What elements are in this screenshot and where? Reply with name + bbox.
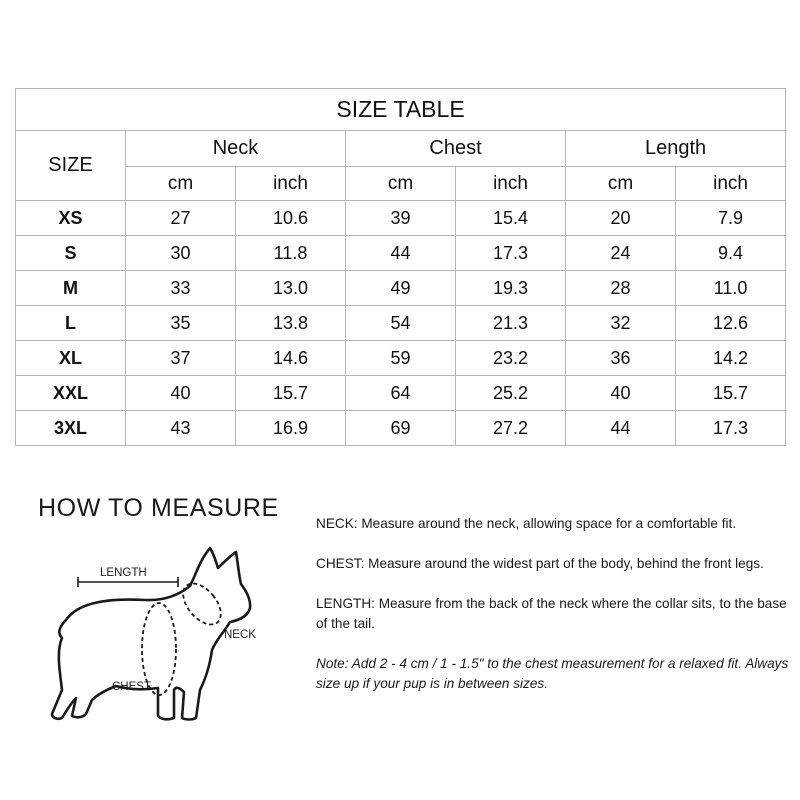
value-cell: 16.9 [236, 411, 346, 446]
value-cell: 10.6 [236, 201, 346, 236]
value-cell: 17.3 [676, 411, 786, 446]
value-cell: 44 [566, 411, 676, 446]
length-label: LENGTH [100, 567, 147, 579]
value-cell: 15.4 [456, 201, 566, 236]
length-instruction: LENGTH: Measure from the back of the neck where the collar sits, to the base of the tail. [316, 596, 787, 631]
size-cell: L [16, 306, 126, 341]
unit-header: inch [456, 167, 566, 201]
value-cell: 19.3 [456, 271, 566, 306]
value-cell: 30 [126, 236, 236, 271]
value-cell: 35 [126, 306, 236, 341]
value-cell: 39 [346, 201, 456, 236]
unit-header: cm [566, 167, 676, 201]
value-cell: 33 [126, 271, 236, 306]
value-cell: 15.7 [236, 376, 346, 411]
value-cell: 13.8 [236, 306, 346, 341]
value-cell: 54 [346, 306, 456, 341]
value-cell: 14.2 [676, 341, 786, 376]
measure-instructions [316, 514, 791, 714]
value-cell: 13.0 [236, 271, 346, 306]
table-body [16, 201, 786, 446]
group-header-length: Length [566, 131, 786, 167]
dog-outline [52, 548, 250, 720]
value-cell: 11.0 [676, 271, 786, 306]
table-row [16, 306, 786, 341]
value-cell: 25.2 [456, 376, 566, 411]
table-title: SIZE TABLE [16, 89, 786, 131]
value-cell: 59 [346, 341, 456, 376]
value-cell: 36 [566, 341, 676, 376]
group-header-neck: Neck [126, 131, 346, 167]
value-cell: 27.2 [456, 411, 566, 446]
value-cell: 49 [346, 271, 456, 306]
value-cell: 9.4 [676, 236, 786, 271]
table-row [16, 411, 786, 446]
value-cell: 24 [566, 236, 676, 271]
dog-measure-diagram [40, 540, 280, 730]
size-table [15, 88, 786, 446]
value-cell: 7.9 [676, 201, 786, 236]
how-to-measure-title: HOW TO MEASURE [38, 494, 279, 522]
chest-label: CHEST [112, 681, 151, 693]
size-cell: XL [16, 341, 126, 376]
value-cell: 69 [346, 411, 456, 446]
table-row [16, 271, 786, 306]
size-column-header: SIZE [16, 131, 126, 201]
table-row [16, 341, 786, 376]
unit-header: cm [126, 167, 236, 201]
neck-measure-line [176, 577, 228, 632]
value-cell: 11.8 [236, 236, 346, 271]
value-cell: 44 [346, 236, 456, 271]
neck-label: NECK [224, 629, 256, 641]
table-row [16, 236, 786, 271]
fit-note: Note: Add 2 - 4 cm / 1 - 1.5" to the chest measurement for a relaxed fit. Always size up if your pup is in between sizes. [316, 656, 789, 691]
value-cell: 37 [126, 341, 236, 376]
value-cell: 20 [566, 201, 676, 236]
table-row [16, 201, 786, 236]
value-cell: 23.2 [456, 341, 566, 376]
table-row [16, 376, 786, 411]
value-cell: 27 [126, 201, 236, 236]
value-cell: 14.6 [236, 341, 346, 376]
value-cell: 64 [346, 376, 456, 411]
value-cell: 43 [126, 411, 236, 446]
size-cell: XXL [16, 376, 126, 411]
value-cell: 40 [566, 376, 676, 411]
size-cell: M [16, 271, 126, 306]
unit-header: inch [676, 167, 786, 201]
group-header-chest: Chest [346, 131, 566, 167]
chest-instruction: CHEST: Measure around the widest part of the body, behind the front legs. [316, 556, 764, 571]
value-cell: 17.3 [456, 236, 566, 271]
neck-instruction: NECK: Measure around the neck, allowing space for a comfortable fit. [316, 516, 737, 531]
value-cell: 40 [126, 376, 236, 411]
size-cell: XS [16, 201, 126, 236]
value-cell: 28 [566, 271, 676, 306]
unit-header: cm [346, 167, 456, 201]
size-cell: 3XL [16, 411, 126, 446]
value-cell: 12.6 [676, 306, 786, 341]
size-cell: S [16, 236, 126, 271]
value-cell: 21.3 [456, 306, 566, 341]
unit-header: inch [236, 167, 346, 201]
value-cell: 15.7 [676, 376, 786, 411]
value-cell: 32 [566, 306, 676, 341]
